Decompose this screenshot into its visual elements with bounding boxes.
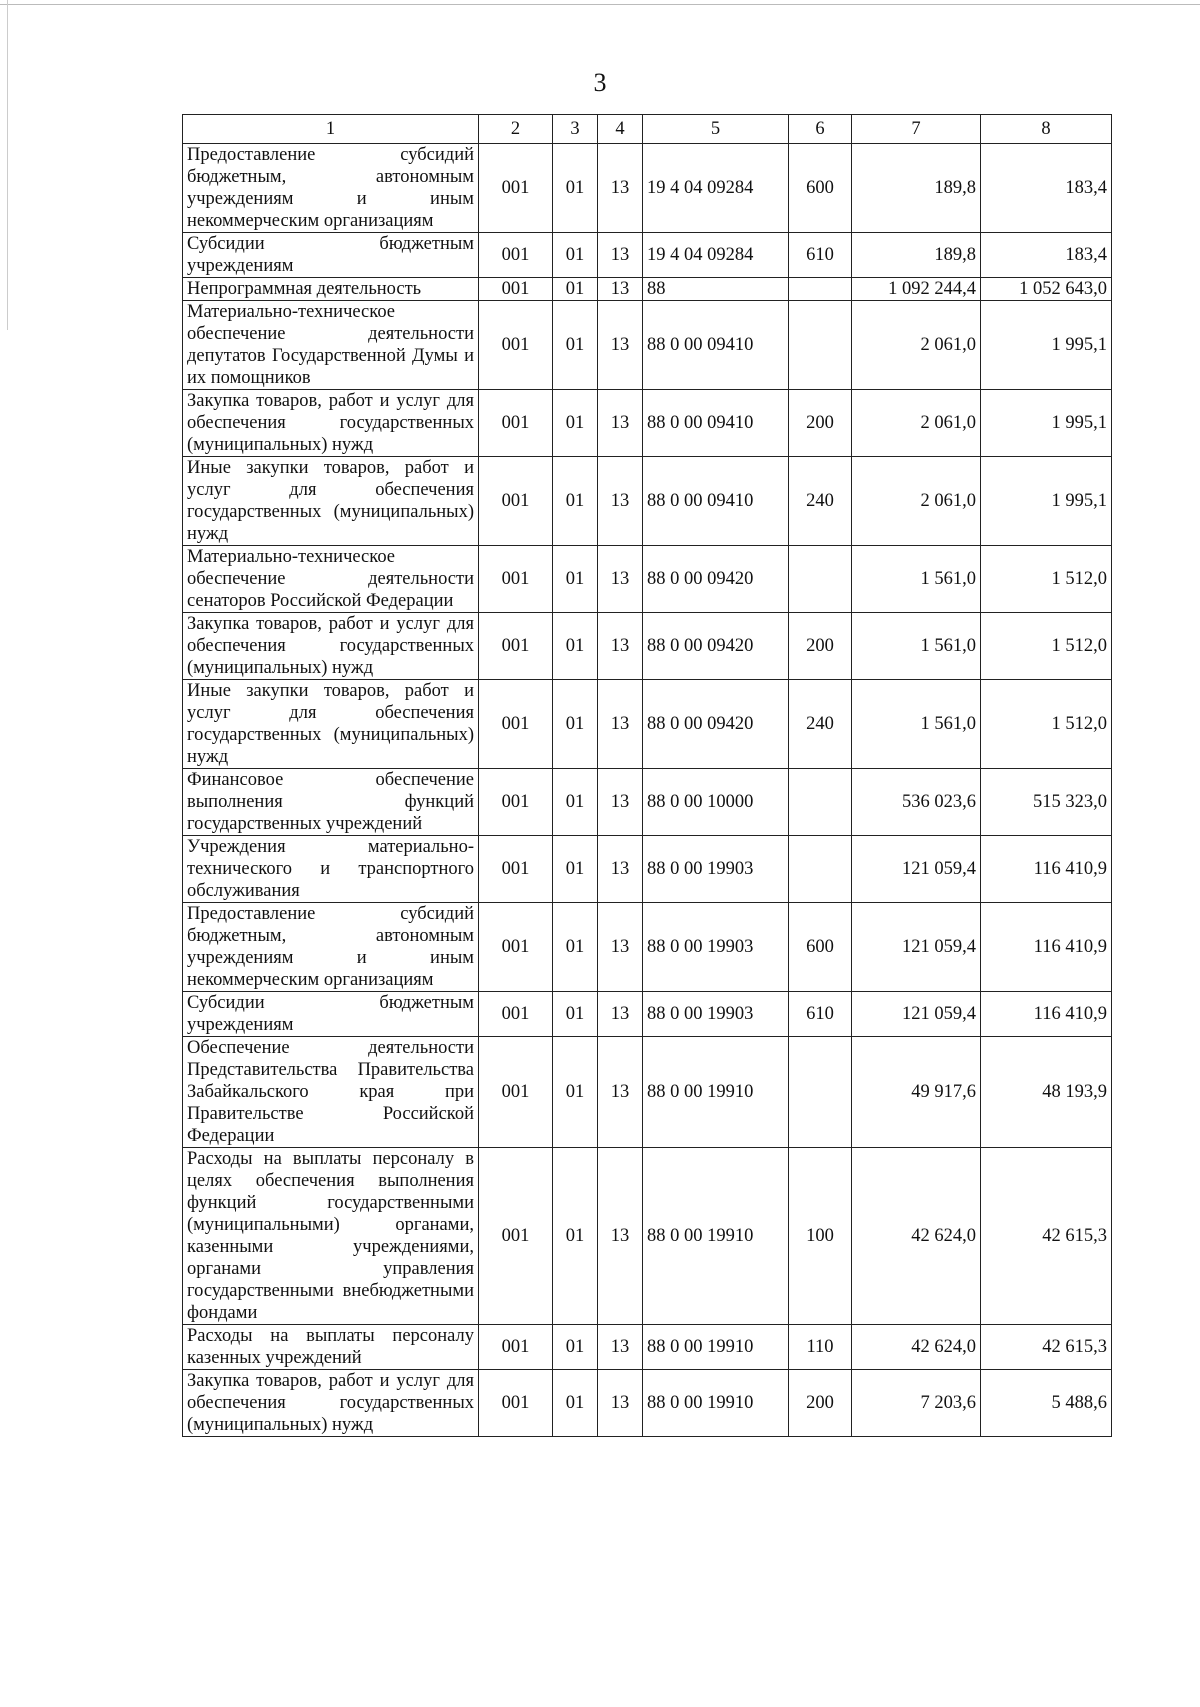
cell-target-article: 19 4 04 09284 <box>643 233 789 278</box>
cell-target-article: 88 0 00 09420 <box>643 680 789 769</box>
table-row <box>183 144 1112 233</box>
cell-section: 01 <box>553 233 598 278</box>
cell-amount-8: 183,4 <box>981 144 1112 233</box>
cell-amount-8: 48 193,9 <box>981 1037 1112 1148</box>
cell-ministry-code: 001 <box>479 301 553 390</box>
cell-expense-type: 600 <box>789 144 852 233</box>
cell-section: 01 <box>553 1148 598 1325</box>
cell-expense-type <box>789 301 852 390</box>
cell-subsection: 13 <box>598 680 643 769</box>
cell-ministry-code: 001 <box>479 390 553 457</box>
cell-ministry-code: 001 <box>479 278 553 301</box>
table-row <box>183 390 1112 457</box>
cell-expense-type: 100 <box>789 1148 852 1325</box>
header-col-6: 6 <box>789 115 852 144</box>
cell-target-article: 88 0 00 19910 <box>643 1037 789 1148</box>
cell-amount-8: 1 512,0 <box>981 680 1112 769</box>
cell-name: Субсидии бюджетным учреждениям <box>183 233 479 278</box>
cell-target-article: 88 0 00 19910 <box>643 1148 789 1325</box>
cell-amount-8: 1 512,0 <box>981 613 1112 680</box>
cell-amount-7: 536 023,6 <box>852 769 981 836</box>
cell-amount-8: 1 052 643,0 <box>981 278 1112 301</box>
cell-target-article: 88 0 00 09420 <box>643 613 789 680</box>
page-left-rule <box>7 0 8 330</box>
cell-amount-7: 1 561,0 <box>852 546 981 613</box>
cell-ministry-code: 001 <box>479 1370 553 1437</box>
cell-amount-7: 121 059,4 <box>852 992 981 1037</box>
cell-section: 01 <box>553 680 598 769</box>
cell-amount-8: 1 995,1 <box>981 457 1112 546</box>
table-row <box>183 903 1112 992</box>
cell-target-article: 88 0 00 19903 <box>643 992 789 1037</box>
cell-amount-8: 1 995,1 <box>981 390 1112 457</box>
header-col-1: 1 <box>183 115 479 144</box>
header-col-8: 8 <box>981 115 1112 144</box>
cell-amount-7: 42 624,0 <box>852 1148 981 1325</box>
cell-section: 01 <box>553 278 598 301</box>
cell-target-article: 88 0 00 09420 <box>643 546 789 613</box>
cell-ministry-code: 001 <box>479 144 553 233</box>
table-row <box>183 1370 1112 1437</box>
cell-ministry-code: 001 <box>479 1325 553 1370</box>
cell-section: 01 <box>553 1370 598 1437</box>
cell-expense-type <box>789 546 852 613</box>
cell-section: 01 <box>553 457 598 546</box>
cell-subsection: 13 <box>598 546 643 613</box>
cell-subsection: 13 <box>598 1037 643 1148</box>
cell-section: 01 <box>553 546 598 613</box>
cell-ministry-code: 001 <box>479 769 553 836</box>
cell-expense-type: 110 <box>789 1325 852 1370</box>
cell-target-article: 88 0 00 09410 <box>643 301 789 390</box>
cell-amount-8: 116 410,9 <box>981 992 1112 1037</box>
cell-amount-7: 49 917,6 <box>852 1037 981 1148</box>
cell-subsection: 13 <box>598 233 643 278</box>
cell-amount-7: 42 624,0 <box>852 1325 981 1370</box>
table-row <box>183 613 1112 680</box>
cell-amount-7: 2 061,0 <box>852 390 981 457</box>
cell-target-article: 88 0 00 19910 <box>643 1325 789 1370</box>
cell-ministry-code: 001 <box>479 613 553 680</box>
table-row <box>183 1037 1112 1148</box>
table-row <box>183 546 1112 613</box>
cell-name: Иные закупки товаров, работ и услуг для обеспечения государственных (муниципальных) нужд <box>183 457 479 546</box>
table-row <box>183 1325 1112 1370</box>
cell-subsection: 13 <box>598 613 643 680</box>
cell-amount-8: 1 512,0 <box>981 546 1112 613</box>
header-col-7: 7 <box>852 115 981 144</box>
cell-subsection: 13 <box>598 769 643 836</box>
cell-subsection: 13 <box>598 144 643 233</box>
cell-name: Субсидии бюджетным учреждениям <box>183 992 479 1037</box>
cell-section: 01 <box>553 992 598 1037</box>
cell-section: 01 <box>553 301 598 390</box>
cell-ministry-code: 001 <box>479 680 553 769</box>
cell-section: 01 <box>553 613 598 680</box>
cell-subsection: 13 <box>598 457 643 546</box>
cell-amount-8: 42 615,3 <box>981 1148 1112 1325</box>
table-header-row <box>183 115 1112 144</box>
cell-target-article: 88 0 00 19903 <box>643 903 789 992</box>
cell-section: 01 <box>553 836 598 903</box>
cell-expense-type: 600 <box>789 903 852 992</box>
cell-name: Закупка товаров, работ и услуг для обеспечения государственных (муниципальных) нужд <box>183 390 479 457</box>
cell-subsection: 13 <box>598 1148 643 1325</box>
cell-section: 01 <box>553 1037 598 1148</box>
table-row <box>183 992 1112 1037</box>
cell-expense-type <box>789 769 852 836</box>
cell-name: Непрограммная деятельность <box>183 278 479 301</box>
cell-section: 01 <box>553 144 598 233</box>
cell-ministry-code: 001 <box>479 457 553 546</box>
cell-target-article: 19 4 04 09284 <box>643 144 789 233</box>
cell-name: Иные закупки товаров, работ и услуг для обеспечения государственных (муниципальных) нужд <box>183 680 479 769</box>
cell-ministry-code: 001 <box>479 1037 553 1148</box>
header-col-4: 4 <box>598 115 643 144</box>
cell-subsection: 13 <box>598 1325 643 1370</box>
cell-name: Предоставление субсидий бюджетным, автономным учреждениям и иным некоммерческим организациям <box>183 144 479 233</box>
cell-amount-7: 189,8 <box>852 144 981 233</box>
cell-subsection: 13 <box>598 301 643 390</box>
page-top-rule <box>0 4 1200 5</box>
cell-amount-8: 5 488,6 <box>981 1370 1112 1437</box>
table-row <box>183 836 1112 903</box>
cell-expense-type <box>789 836 852 903</box>
cell-expense-type: 240 <box>789 457 852 546</box>
cell-name: Материально-техническое обеспечение деятельности сенаторов Российской Федерации <box>183 546 479 613</box>
cell-amount-8: 116 410,9 <box>981 903 1112 992</box>
cell-target-article: 88 0 00 10000 <box>643 769 789 836</box>
cell-amount-8: 183,4 <box>981 233 1112 278</box>
cell-amount-7: 121 059,4 <box>852 836 981 903</box>
table-row <box>183 301 1112 390</box>
table-row <box>183 1148 1112 1325</box>
cell-name: Предоставление субсидий бюджетным, автономным учреждениям и иным некоммерческим организациям <box>183 903 479 992</box>
cell-amount-7: 1 561,0 <box>852 680 981 769</box>
cell-expense-type: 200 <box>789 1370 852 1437</box>
cell-name: Обеспечение деятельности Представительства Правительства Забайкальского края при Правительстве Российской Федерации <box>183 1037 479 1148</box>
table-row <box>183 233 1112 278</box>
table-row <box>183 278 1112 301</box>
cell-section: 01 <box>553 903 598 992</box>
table-row <box>183 680 1112 769</box>
cell-name: Закупка товаров, работ и услуг для обеспечения государственных (муниципальных) нужд <box>183 1370 479 1437</box>
cell-ministry-code: 001 <box>479 1148 553 1325</box>
cell-amount-8: 116 410,9 <box>981 836 1112 903</box>
cell-target-article: 88 0 00 19903 <box>643 836 789 903</box>
cell-ministry-code: 001 <box>479 992 553 1037</box>
cell-name: Расходы на выплаты персоналу в целях обеспечения выполнения функций государственными (муниципальными) органами, казенными учреждениями, органами управления государственными внебюджетными фондами <box>183 1148 479 1325</box>
header-col-2: 2 <box>479 115 553 144</box>
cell-expense-type: 200 <box>789 613 852 680</box>
cell-name: Расходы на выплаты персоналу казенных учреждений <box>183 1325 479 1370</box>
cell-subsection: 13 <box>598 836 643 903</box>
cell-amount-7: 7 203,6 <box>852 1370 981 1437</box>
cell-name: Закупка товаров, работ и услуг для обеспечения государственных (муниципальных) нужд <box>183 613 479 680</box>
cell-expense-type: 610 <box>789 233 852 278</box>
cell-amount-7: 189,8 <box>852 233 981 278</box>
cell-ministry-code: 001 <box>479 233 553 278</box>
cell-amount-7: 2 061,0 <box>852 457 981 546</box>
cell-section: 01 <box>553 390 598 457</box>
cell-amount-7: 121 059,4 <box>852 903 981 992</box>
cell-subsection: 13 <box>598 278 643 301</box>
cell-ministry-code: 001 <box>479 903 553 992</box>
cell-subsection: 13 <box>598 903 643 992</box>
cell-amount-8: 42 615,3 <box>981 1325 1112 1370</box>
cell-amount-7: 2 061,0 <box>852 301 981 390</box>
table-row <box>183 457 1112 546</box>
cell-expense-type <box>789 278 852 301</box>
cell-ministry-code: 001 <box>479 546 553 613</box>
cell-amount-7: 1 561,0 <box>852 613 981 680</box>
cell-subsection: 13 <box>598 390 643 457</box>
cell-subsection: 13 <box>598 1370 643 1437</box>
cell-expense-type <box>789 1037 852 1148</box>
table-row <box>183 769 1112 836</box>
cell-target-article: 88 0 00 09410 <box>643 457 789 546</box>
cell-target-article: 88 0 00 09410 <box>643 390 789 457</box>
budget-table <box>182 114 1112 1437</box>
page-number: 3 <box>593 68 607 97</box>
cell-amount-8: 515 323,0 <box>981 769 1112 836</box>
cell-section: 01 <box>553 769 598 836</box>
cell-expense-type: 240 <box>789 680 852 769</box>
cell-ministry-code: 001 <box>479 836 553 903</box>
header-col-5: 5 <box>643 115 789 144</box>
cell-expense-type: 610 <box>789 992 852 1037</box>
cell-name: Материально-техническое обеспечение деятельности депутатов Государственной Думы и их помощников <box>183 301 479 390</box>
cell-expense-type: 200 <box>789 390 852 457</box>
cell-target-article: 88 0 00 19910 <box>643 1370 789 1437</box>
cell-name: Учреждения материально-технического и транспортного обслуживания <box>183 836 479 903</box>
header-col-3: 3 <box>553 115 598 144</box>
cell-section: 01 <box>553 1325 598 1370</box>
cell-name: Финансовое обеспечение выполнения функций государственных учреждений <box>183 769 479 836</box>
cell-amount-8: 1 995,1 <box>981 301 1112 390</box>
cell-amount-7: 1 092 244,4 <box>852 278 981 301</box>
cell-target-article: 88 <box>643 278 789 301</box>
cell-subsection: 13 <box>598 992 643 1037</box>
